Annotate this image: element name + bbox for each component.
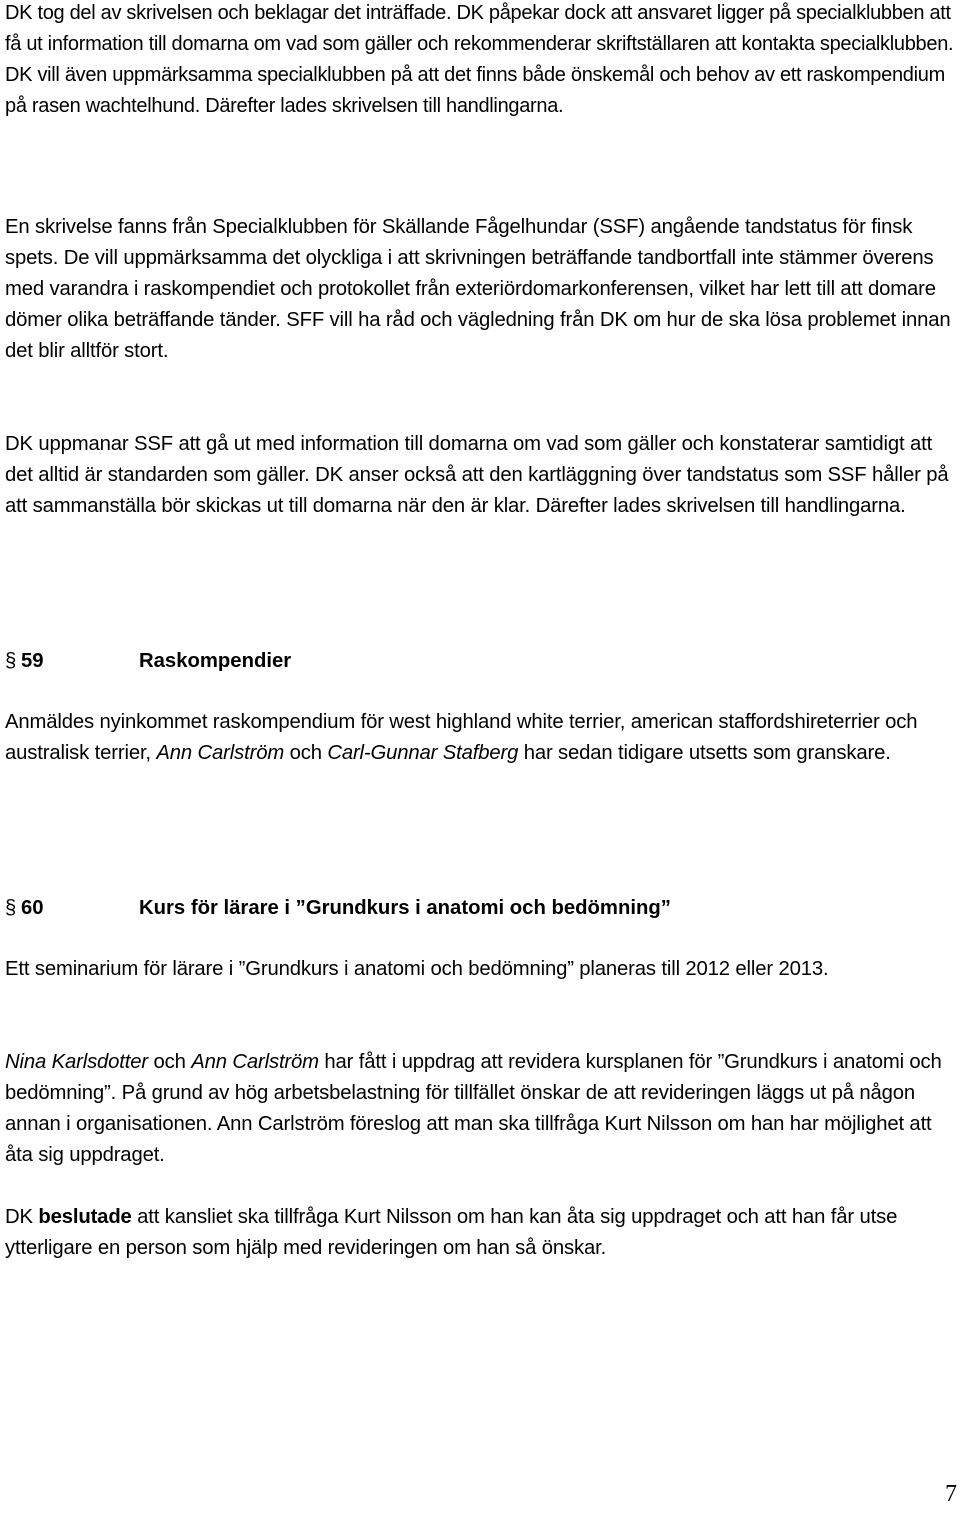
text-segment: DK	[5, 1206, 39, 1228]
section-mark: §	[5, 650, 17, 672]
text-segment: Anmäldes nyinkommet raskompendium för west highland white terrier, american staffordshireterrier och australisk terrier,	[5, 711, 918, 764]
text-segment: att kansliet ska tillfråga Kurt Nilsson om han kan åta sig uppdraget och att han får utse ytterligare en person som hjälp med revideringen om han så önskar.	[5, 1206, 898, 1259]
section-number: 60	[21, 897, 44, 919]
section-60-paragraph-assignment	[5, 1047, 957, 1171]
paragraph-dk-urges-ssf: DK uppmanar SSF att gå ut med information till domarna om vad som gäller och konstaterar samtidigt att det alltid är standarden som gäller. DK anser också att den kartläggning över tandstatus som SSF håller på att sammanställa bör skickas ut till domarna när den är klar. Därefter lades skrivelsen till handlingarna.	[5, 433, 949, 517]
text-segment: har fått i uppdrag att revidera kursplanen för ”Grundkurs i anatomi och bedömning”. På grund av hög arbetsbelastning för tillfället önskar de att revideringen läggs ut på någon annan i organisationen. Ann Carlström föreslog att man ska tillfråga Kurt Nilsson om han har möjlighet att åta sig uppdraget.	[5, 1051, 942, 1166]
paragraph-dk-decision-wachtelhund: DK tog del av skrivelsen och beklagar det inträffade. DK påpekar dock att ansvaret ligger på specialklubben att få ut information till domarna om vad som gäller och rekommenderar skriftställaren att kontakta specialklubben. DK vill även uppmärksamma specialklubben på att det finns både önskemål och behov av ett raskompendium på rasen wachtelhund. Därefter lades skrivelsen till handlingarna.	[5, 2, 954, 117]
section-mark: §	[5, 897, 17, 919]
person-name: Carl-Gunnar Stafberg	[327, 741, 519, 764]
page-number: 7	[945, 1481, 957, 1507]
section-60-heading	[5, 893, 957, 923]
person-name: Nina Karlsdotter	[5, 1051, 149, 1073]
section-60-paragraph-decision	[5, 1202, 957, 1264]
person-name: Ann Carlström	[191, 1051, 319, 1073]
section-60-paragraph-seminar: Ett seminarium för lärare i ”Grundkurs i anatomi och bedömning” planeras till 2012 eller 2013.	[5, 958, 829, 980]
section-59-paragraph	[5, 707, 957, 769]
section-number: 59	[21, 650, 44, 672]
section-59-heading	[5, 646, 957, 676]
text-segment: och	[284, 741, 328, 764]
person-name: Ann Carlström	[156, 741, 285, 764]
section-title: Raskompendier	[139, 650, 292, 672]
text-segment: har sedan tidigare utsetts som granskare.	[518, 741, 891, 764]
paragraph-ssf-letter: En skrivelse fanns från Specialklubben för Skällande Fågelhundar (SSF) angående tandstatus för finsk spets. De vill uppmärksamma det olyckliga i att skrivningen beträffande tandbortfall inte stämmer överens med varandra i raskompendiet och protokollet från exteriördomarkonferensen, vilket har lett till att domare dömer olika beträffande tänder. SFF vill ha råd och vägledning från DK om hur de ska lösa problemet innan det blir alltför stort.	[5, 216, 951, 362]
decision-keyword: beslutade	[38, 1206, 132, 1228]
section-title: Kurs för lärare i ”Grundkurs i anatomi och bedömning”	[139, 897, 671, 919]
text-segment: och	[148, 1051, 192, 1073]
